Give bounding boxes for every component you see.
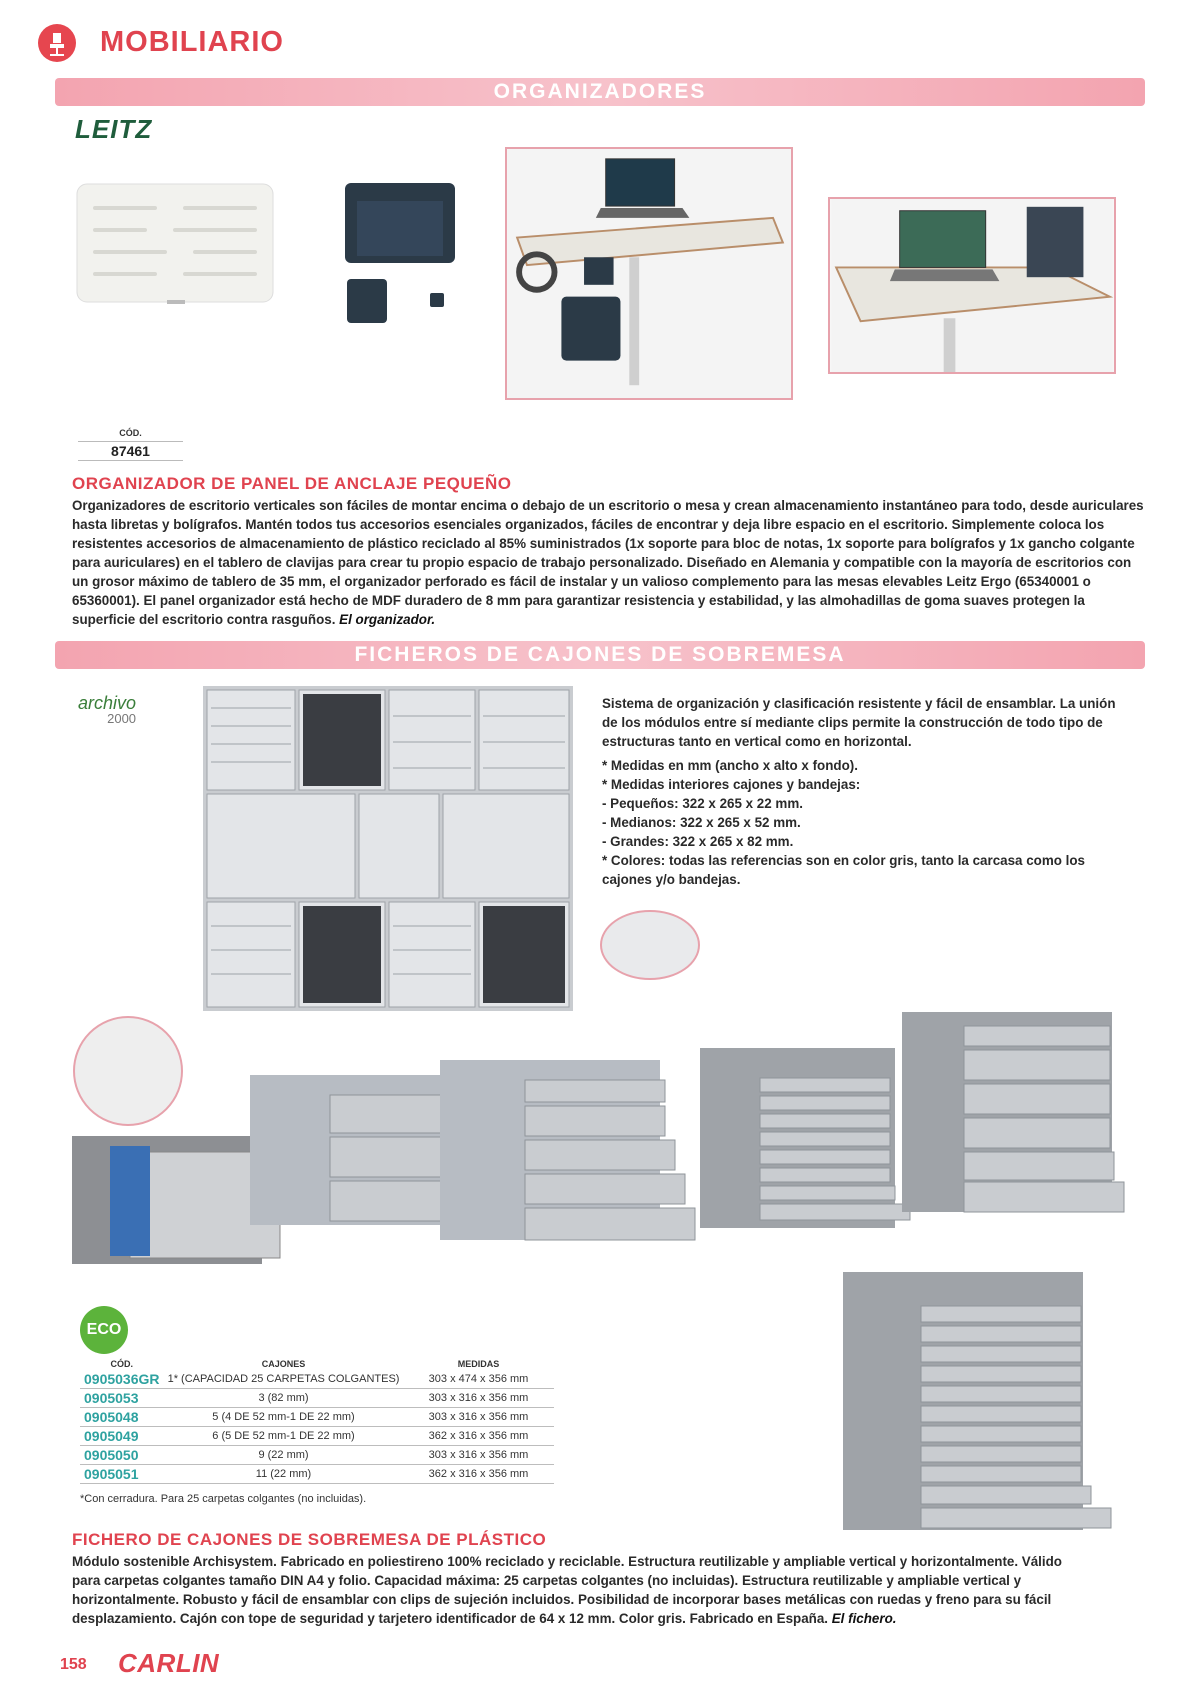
system-description: Sistema de organización y clasificación resistente y fácil de ensamblar. La unión de los módulos entre sí mediante clips permite la construcción de todo tipo de estructuras tanto en vertical como en horizontal. * Medidas en mm (ancho x alto x fondo). * Medidas interiores cajones y bandejas: - Pequeños: 322 x 265 x 22 mm. - Medianos: 322 x 265 x 52 mm. - Grandes: 322 x 265 x 82 mm. * Colores: todas las referencias son en color gris, tanto la carcasa como los cajones y/o bandejas. bbox=[602, 696, 1116, 887]
product-description: Organizadores de escritorio verticales son fáciles de montar encima o debajo de un escritorio o mesa y crean almacenamiento instantáneo para todo, desde auriculares hasta libretas y bolígrafos. Mantén todos tus accesorios esenciales organizados, fáciles de encontrar y deja libre espacio en el escritorio. Simplemente coloca los resistentes accesorios de almacenamiento de plástico reciclado al 85% suministrados (1x soporte para bloc de notas, 1x soporte para bolígrafos y 1x gancho colgante para auriculares) en el tablero de clavijas para crear tu propio espacio de trabajo personalizado. Diseñado en Alemania y compatible con la mayoría de escritorios con un grosor máximo de tablero de 35 mm, el organizador perforado es fácil de instalar y un valioso complemento para las mesas elevables Leitz Ergo (65340001 o 65360001). El panel organizador está hecho de MDF duradero de 8 mm para garantizar resistencia y estabilidad, y las almohadillas de goma suaves protegen la superficie del escritorio contra rasguños. El organizador. bbox=[72, 498, 1144, 627]
carlin-logo: CARLIN bbox=[118, 1648, 220, 1678]
drawer-unit-5-photo bbox=[440, 1060, 700, 1250]
codes-table bbox=[80, 1358, 554, 1484]
lock-detail-zoom bbox=[73, 1016, 183, 1126]
table-row: 0905036GR 1* (CAPACIDAD 25 CARPETAS COLGANTES) 303 x 474 x 356 mm bbox=[80, 1370, 554, 1389]
table-row: 0905049 6 (5 DE 52 mm-1 DE 22 mm) 362 x 316 x 356 mm bbox=[80, 1427, 554, 1446]
desk-photo-1 bbox=[505, 147, 793, 400]
product-tagline: El organizador. bbox=[339, 612, 436, 627]
accessories-photo bbox=[335, 175, 470, 330]
panel-photo bbox=[75, 180, 275, 310]
leitz-logo: LEITZ bbox=[75, 114, 153, 144]
archivo-logo: archivo 2000 bbox=[78, 693, 137, 726]
band-organizadores: ORGANIZADORES bbox=[55, 78, 1145, 106]
drawer-detail-zoom bbox=[600, 910, 700, 980]
modular-system-photo bbox=[203, 686, 573, 1011]
table-row: 0905051 11 (22 mm) 362 x 316 x 356 mm bbox=[80, 1465, 554, 1484]
eco-badge: ECO bbox=[80, 1306, 128, 1354]
drawer-unit-11-photo bbox=[843, 1272, 1113, 1540]
drawer-unit-6-photo bbox=[902, 1012, 1130, 1217]
desk-photo-2 bbox=[828, 197, 1116, 374]
chair-icon bbox=[38, 24, 76, 62]
product-title: ORGANIZADOR DE PANEL DE ANCLAJE PEQUEÑO bbox=[72, 474, 512, 493]
table-row: 0905050 9 (22 mm) 303 x 316 x 356 mm bbox=[80, 1446, 554, 1465]
product2-tagline: El fichero. bbox=[831, 1611, 897, 1626]
col-header-medidas: MEDIDAS bbox=[457, 1359, 500, 1369]
cod-label: CÓD. bbox=[119, 428, 142, 438]
col-header-cod: CÓD. bbox=[110, 1359, 133, 1369]
page-number: 158 bbox=[60, 1656, 87, 1673]
table-note: *Con cerradura. Para 25 carpetas colgantes (no incluidas). bbox=[80, 1493, 367, 1505]
drawer-unit-9-photo bbox=[700, 1048, 920, 1238]
table-row: 0905053 3 (82 mm) 303 x 316 x 356 mm bbox=[80, 1389, 554, 1408]
col-header-cajones: CAJONES bbox=[261, 1359, 306, 1369]
band-ficheros: FICHEROS DE CAJONES DE SOBREMESA bbox=[55, 641, 1145, 669]
product-code: 87461 bbox=[78, 441, 183, 461]
product2-title: FICHERO DE CAJONES DE SOBREMESA DE PLÁSTICO bbox=[72, 1530, 547, 1549]
product2-description: Módulo sostenible Archisystem. Fabricado en poliestireno 100% reciclado y reciclable. Estructura reutilizable y ampliable vertical y horizontalmente. Válido para carpetas colgantes tamaño DIN A4 y folio. Capacidad máxima: 25 carpetas colgantes (no incluidas). Estructura reutilizable y ampliable vertical y horizontalmente. Robusto y fácil de ensamblar con clips de sujeción incluidos. Posibilidad de incorporar bases metálicas con ruedas y freno para su fácil desplazamiento. Cajón con tope de seguridad y tarjetero identificador de 64 x 12 mm. Color gris. Fabricado en España. El fichero. bbox=[72, 1554, 1062, 1626]
table-row: 0905048 5 (4 DE 52 mm-1 DE 22 mm) 303 x 316 x 356 mm bbox=[80, 1408, 554, 1427]
section-title: MOBILIARIO bbox=[100, 26, 284, 58]
